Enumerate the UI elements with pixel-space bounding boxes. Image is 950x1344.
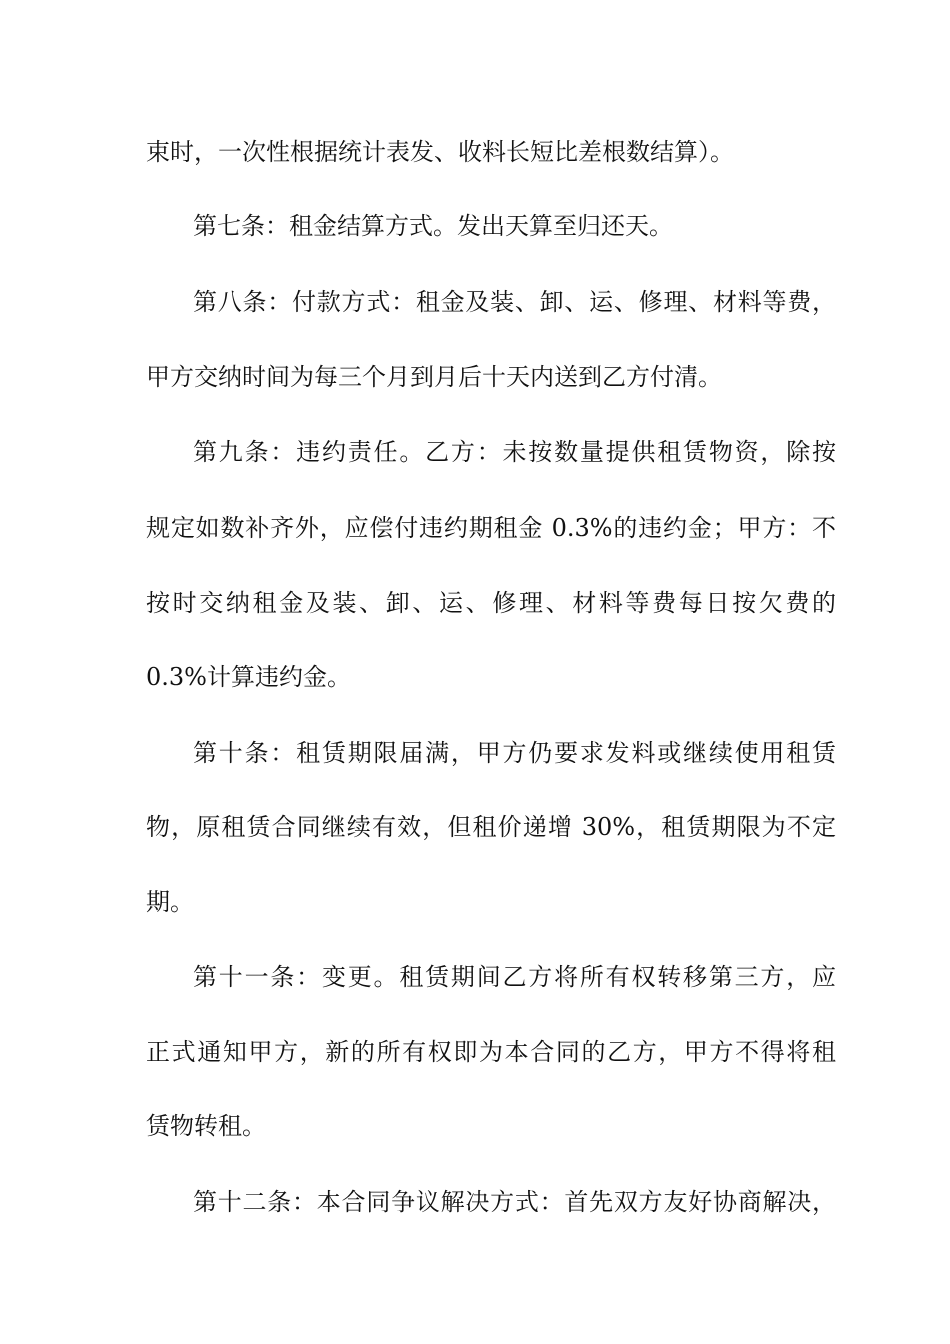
clause-10-line-3: 期。 — [146, 888, 194, 916]
clause-11-line-1: 第十一条：变更。租赁期间乙方将所有权转移第三方，应 — [193, 963, 836, 991]
text-line-1: 束时，一次性根据统计表发、收料长短比差根数结算）。 — [146, 138, 734, 166]
clause-8-line-1: 第八条：付款方式：租金及装、卸、运、修理、材料等费， — [193, 288, 836, 316]
clause-10-line-2: 物，原租赁合同继续有效，但租价递增 30%，租赁期限为不定 — [146, 813, 836, 841]
clause-8-line-2: 甲方交纳时间为每三个月到月后十天内送到乙方付清。 — [146, 363, 722, 391]
clause-9-line-3: 按时交纳租金及装、卸、运、修理、材料等费每日按欠费的 — [146, 589, 836, 617]
clause-11-line-2: 正式通知甲方，新的所有权即为本合同的乙方，甲方不得将租 — [146, 1038, 836, 1066]
clause-11-line-3: 赁物转租。 — [146, 1112, 266, 1140]
clause-12-line-1: 第十二条：本合同争议解决方式：首先双方友好协商解决， — [193, 1188, 836, 1216]
clause-9-line-1: 第九条：违约责任。乙方：未按数量提供租赁物资，除按 — [193, 438, 836, 466]
clause-9-line-2: 规定如数补齐外，应偿付违约期租金 0.3%的违约金；甲方：不 — [146, 514, 836, 542]
clause-9-line-4: 0.3%计算违约金。 — [146, 663, 351, 691]
clause-10-line-1: 第十条：租赁期限届满，甲方仍要求发料或继续使用租赁 — [193, 739, 836, 767]
clause-7-line: 第七条：租金结算方式。发出天算至归还天。 — [193, 212, 673, 240]
